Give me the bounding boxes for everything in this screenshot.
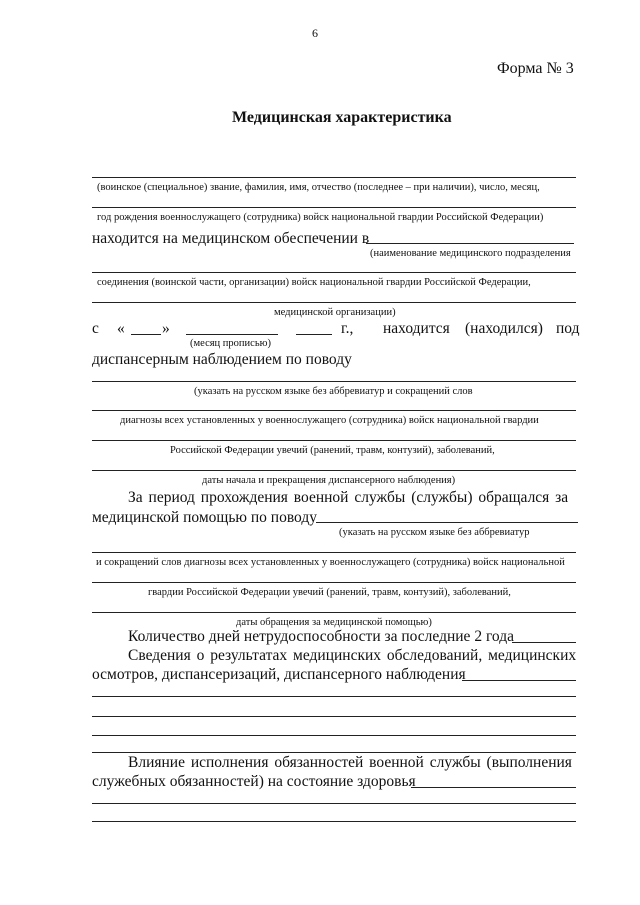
- caption-injuries-2: гвардии Российской Федерации увечий (ранений, травм, контузий), заболеваний,: [148, 587, 511, 598]
- form-label: Форма № 3: [497, 60, 574, 77]
- word-under: под: [556, 320, 580, 337]
- caption-formation: соединения (воинской части, организации) войск национальной гвардии Российской Федерации,: [97, 277, 531, 288]
- text-service-line1: За период прохождения военной службы (службы) обращался за: [128, 489, 569, 506]
- appeal-line-4: [92, 612, 576, 613]
- text-impact-line2: служебных обязанностей) на состояние здоровья: [92, 773, 416, 790]
- appeal-line-3: [92, 582, 576, 583]
- word-was: (находился): [465, 320, 543, 337]
- text-dispensary: диспансерным наблюдением по поводу: [92, 351, 352, 368]
- date-prefix: с: [92, 320, 99, 337]
- year-line: [296, 334, 332, 335]
- impact-line-1: [411, 787, 576, 788]
- text-medical-support: находится на медицинском обеспечении в: [92, 230, 370, 247]
- diagnosis-line-3: [92, 440, 576, 441]
- document-title: Медицинская характеристика: [232, 109, 452, 126]
- text-service-line2: медицинской помощью по поводу: [92, 509, 317, 526]
- diagnosis-line-1: [92, 381, 576, 382]
- med-unit-line: [366, 243, 574, 244]
- caption-russian-1: (указать на русском языке без аббревиатур и сокращений слов: [194, 386, 473, 397]
- exam-line-5: [92, 752, 576, 753]
- day-line: [131, 334, 161, 335]
- quote-open: «: [117, 320, 125, 337]
- med-org-line: [92, 302, 576, 303]
- text-exam-line2: осмотров, диспансеризаций, диспансерного наблюдения: [92, 666, 466, 683]
- exam-line-1: [462, 680, 576, 681]
- text-sick-days: Количество дней нетрудоспособности за последние 2 года: [128, 628, 514, 645]
- caption-injuries-1: Российской Федерации увечий (ранений, травм, контузий), заболеваний,: [170, 445, 495, 456]
- diagnosis-line-4: [92, 470, 576, 471]
- caption-birth-year: год рождения военнослужащего (сотрудника) войск национальной гвардии Российской Федерации): [97, 212, 544, 223]
- exam-line-4: [92, 735, 576, 736]
- formation-line: [92, 272, 576, 273]
- caption-med-unit: (наименование медицинского подразделения: [370, 248, 571, 259]
- caption-med-org: медицинской организации): [274, 307, 396, 318]
- birth-year-line: [92, 207, 576, 208]
- caption-russian-2: (указать на русском языке без аббревиатур: [339, 527, 530, 538]
- word-is: находится: [383, 320, 450, 337]
- exam-line-3: [92, 716, 576, 717]
- caption-diagnoses-1: диагнозы всех установленных у военнослужащего (сотрудника) войск национальной гвардии: [120, 415, 539, 426]
- sick-days-line: [512, 642, 576, 643]
- text-exam-line1: Сведения о результатах медицинских обследований, медицинских: [128, 647, 577, 664]
- caption-name: (воинское (специальное) звание, фамилия, имя, отчество (последнее – при наличии), число, месяц,: [97, 182, 540, 193]
- page-number: 6: [312, 26, 318, 40]
- text-impact-line1: Влияние исполнения обязанностей военной службы (выполнения: [128, 754, 572, 771]
- appeal-line-1: [316, 522, 578, 523]
- appeal-line-2: [92, 552, 576, 553]
- year-suffix: г.,: [341, 320, 354, 337]
- caption-dates-dispensary: даты начала и прекращения диспансерного наблюдения): [202, 475, 456, 486]
- caption-diagnoses-2: и сокращений слов диагнозы всех установленных у военнослужащего (сотрудника) войск национальной: [96, 557, 565, 568]
- diagnosis-line-2: [92, 410, 576, 411]
- impact-line-2: [92, 803, 576, 804]
- caption-month: (месяц прописью): [190, 338, 271, 349]
- quote-close: »: [162, 320, 170, 337]
- caption-dates-appeal: даты обращения за медицинской помощью): [236, 617, 432, 628]
- name-line: [92, 177, 576, 178]
- month-line: [186, 334, 278, 335]
- exam-line-2: [92, 696, 576, 697]
- impact-line-3: [92, 821, 576, 822]
